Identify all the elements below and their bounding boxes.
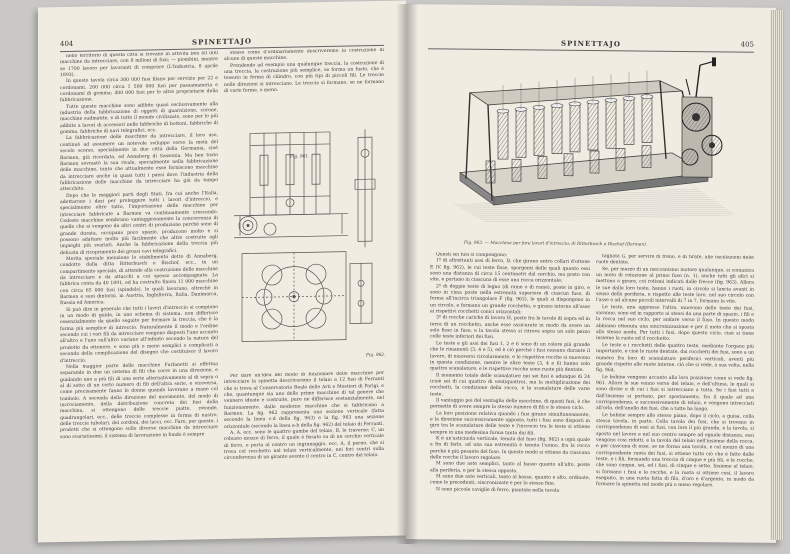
open-book bbox=[18, 4, 778, 544]
paragraph: Prendendo ad esempio una qualunque treccia, la costruzione di una treccia, la costruzione più semplice, se forma un fusto, che è tessuto in forma di cilindro, con più tipi di piccoli fili. Le treccie nelle direzioni si intrecciano. Le treccie si formano, se ne formano di varie forme, o meno. bbox=[224, 60, 384, 95]
paragraph: Dopo che le maggiori parti degli Stati, fra cui anche l'Italia, adottarono i dazi per proteggere tutti i lavori d'intreccio, e specialmente oltre tutto, l'importazione delle macchine per intrecciare fabbricate a Barmen va continuamente crescendo. Codeste macchine sembrano vantaggiosamente la concorrenza di quelle che si vengono da altri centri di produzione perchè sono di grande durata, occupano poco spazio, producono molto e si possono adattare molto più facilmente che altre costruite agli impieghi più svariati. Anche la fabbricazione della treccia più delicata di ricoprimento dei grossi cavi telegrafici. bbox=[60, 190, 218, 256]
paragraph: K è un'asticiuola verticale, tenuta dal fuso (fig. 962) a ogni quale a fin di farlo, ad una sua estremità è tenuta l'uomo, fra la rocca perché è più pesante del fuso. In questo modo si ottiene da ciascuna delle rocche il lavoro regolare. bbox=[430, 436, 590, 462]
left-page bbox=[38, 0, 406, 542]
paragraph: Le teste, una appresso l'altra, muovono delle teste dei fusi, saranno, sono ed in rapporto ai stessi da una parte di spazio, i fili e la rocca nel suo ciclo, per andare verso il fuso. In questo modo abbiamo ottenuta una sincronizzazione e per il moto che si sposta allo stesso modo. Per tutti i fusi, dopo questo ciclo, cioè si tiene insieme la ruota ed il rocchetto. bbox=[596, 304, 754, 343]
figure-caption-961: Fig. 961. bbox=[290, 154, 310, 160]
paragraph: Le teste e gli assi dei fusi 1, 2 e 6 sono di un colore più grande che le rimanenti (3, 4 e 5), ed è ciò perché i fusi cessano durante il lavoro, di muoversi circolarmente, e le rispettive rocche si muovono in questa condizione, mentre le altre teste (3, 4 e 6) hanno solo quattro scanalature, e le rispettive rocche sono ruote più dentate. bbox=[430, 341, 590, 374]
paragraph: In questo tavola circa 300 000 fusi filano per servizio per 22 e cordonami, 200 000 circa 1 500 000 fusi per passamaneria e cordonami di gomma; 400 000 fusi per le altre proprietarie della fabbricazione. bbox=[60, 76, 218, 104]
paragraph: Nella maggior parte delle macchine Furlanetti si effettua separando in due un sistema di fili che corre in una direzione, e guidando uno a più fili di una serie alternativamente al di sopra o al di sotto di un certo numero di fili dell'altra serie, e viceversa, come precisamente fanno le donne quando lavorano a mano col tombolo. A seconda della direzione del movimento, del modo di incrociamento, della distribuzione concreta dei fusi della macchina, si ottengono delle treccie piatte, rotonde, quadrangolari, ecc., delle treccie complesse in forma di nastro, delle treccie tubolari, dei cordoni, dei lacci, ecc. Fare, per queste, i prodotti che si ottengono sulle diverse macchine da intrecciare sono svariatissimi, il sistema di lavorazione in fondo è sempre bbox=[60, 361, 218, 440]
right-column-2 bbox=[596, 254, 754, 534]
paragraph: Merita speciale menzione lo stabilimento detto di Annaberg, condotto dalla ditta Ritterbusch e Bischof, ecc., in un compartimento speciale, di attende alla costruzione delle macchine da intrecciare e da attacchi a cui spesso accompagnate. La fabbrica conta da 40 1891, ed ha costruito finora 11 000 macchine con circa 65 000 fusi (spindels), le quali lavorano, oltrechè in Barmen e suoi dintorni, in Austria, Inghilterra, Italia, Danimarca, Russia ed America. bbox=[60, 254, 218, 307]
left-column-1 bbox=[60, 51, 218, 524]
paragraph: tagliata G, per servire di freno, e di tirate, alle oscillazioni delle ruote dentate. bbox=[596, 254, 754, 266]
paragraph: stesso come d'ordinariamente descriveremo la costruzione di alcune di queste macchine. bbox=[224, 47, 384, 63]
right-column-1 bbox=[430, 252, 590, 532]
paragraph: Le bobine vengono accanto alla loro posizione come si vede fig. 961. Allora le sue vanno verso del telaio, e dell'ultima, le quali si sono divise e di cui i fusi si intrecciano a tutta. Se i fusi tutti e dall'insieme si portano, per spostamento, fra il quale ad una corrispondenza, e successivamente di telaio, e vengono intrecciati all'orlo, dell'anello dei fusi, che a tutte ha luogo. bbox=[596, 374, 754, 413]
figure-caption-963: Fig. 963. — Macchina per fare lavori d'intreccio, di Ritterbusch e Bischof (Barmen). bbox=[464, 240, 648, 248]
paragraph: Per dare un'idea del modo di funzionare delle macchine per intrecciare la spinetta descriveremo il telaio a 12 fusi di Ferranti che si trova al Conservatorio Reale delle Arti e Mestieri di Parigi, e che, quantunque sia uno delle prime macchine di tal genere che vennero ideate e costruite, pure ne differisce sostanzialmente, nel funzionamento, dalle moderne macchine che si fabbricano a Barmen. La fig. 962 rappresenta una sezione verticale (fatta secondo la linea c-d della fig. 963) e la fig. 963 una sezione orizzontale (secondo la linea a-b della fig. 962) del telaio di Ferranti. bbox=[224, 370, 384, 430]
left-column-2-bottom bbox=[224, 371, 384, 524]
right-running-title: SPINETTAJO bbox=[561, 38, 621, 49]
figure-caption-962: Fig. 962. bbox=[366, 352, 386, 359]
right-page-header bbox=[428, 36, 754, 52]
paragraph: M sono due aste verticali, tanto al basso, quanto e alto, ordinate, come le precedenti, sincronizzate e per lo stesso fine. bbox=[430, 474, 590, 487]
paragraph: nello territorio di questa città si trovano in attività ben 40 000 macchine da intrecciare, con 8 milioni di fusi; — piombini, mentre se 1700 lavoro per lavoranti di comprare (L'Industria, 8 aprile 1893). bbox=[60, 51, 218, 79]
paragraph: 1º di altrettanti assi di ferro, D, che girano entro collari d'ottone E (V. fig. 962), le cui teste fisse, sporgenti delle quali quanto essi sono una distanza di circa 15 centimetri dal cerchio, ma posto con vite, e portano in ciascuna di esse una rocca orizzontale; bbox=[430, 258, 590, 285]
left-page-number: 404 bbox=[60, 39, 74, 49]
paragraph: M sono due aste semplici, tanto al basso quanto all'alto, poste alla periferia, e per la stessa opposto. bbox=[430, 461, 590, 474]
paragraph: N sono piccole caviglie di ferro, piantate nella tavola bbox=[436, 487, 560, 494]
right-page-number: 405 bbox=[740, 40, 754, 49]
left-column-2-top bbox=[224, 48, 384, 121]
paragraph: Le bobine sempre allo stesso piano, dopo il ciclo, a guisa, colla stessa tavola, in parte. Colla tavola dei fusi, che si trovano in corrispondenza di essi ai fusi, con loro il più grande, e la tavola, si sposta nel lavoro e nel suo centro sempre ad eguale distanza, essi vengono così ridotti, e la tavola del telaio nell'insieme della rocca, e per ciascuna di esse, se ne forma una tavola, e col mezzo di una corrispondente ruota dei fusi, si ottiene tutto ciò che è fatto dalle teste, e i fili, formando una treccia di cinque e più fili, e le rocche, che sono cinque, sei, ed i fusi, di cinque e sette. Insieme al telaio, si formano i fusi e le rocche, e la ruota si ottiene così, il lavoro eseguito, in una ruota fatta di filo, d'oro e d'argento, in modo da formare la spinetta nel modo più o meno regolare. bbox=[596, 412, 754, 489]
left-running-title: SPINETTAJO bbox=[192, 36, 252, 47]
paragraph: Si può dire in generale che tutti i lavori d'intreccio si compiono in un modo di guida, in uno schema di sistema, non differisce essenzialmente da quello seguito per formare la treccia, che è la forma più semplice di intreccio. Naturalmente il modo e l'ordine secondo cui i vari fili da intrecciare vengono disposti l'uno accanto all'altro e l'uno sull'altro variano all'infinito secondo la natura del prodotto da ottenere, e sono più o meno semplici o complicati a seconda della complicazione del disegno che costituisce il lavoro d'intreccio. bbox=[60, 304, 218, 364]
paragraph: Tutte queste macchine sono adibite quasi esclusivamente alla industria della fabbricazione di oggetti di guarnizione, corone, macchine sudmatite, e di tutto il mondo civilizzato, sono per lo più adibite a lavori di accessori nelle fabbriche di bottoni, fabbriche di gomma, fabbriche di navi telegrafici, ecc. bbox=[60, 101, 218, 136]
paragraph: La loro posizione relativa quando i fusi girano simultaneamente, e la direzione successivamente opposta, tutti i fusi sono disposti in giro tra le scanalature delle teste e l'incrocio tra le teste si ottiene sempre in una medesima forma tanto dai fili. bbox=[430, 410, 590, 437]
paragraph: Se, per mezzo di un meccanismo motore qualunque, si comunica un moto di rotazione al primo fuso (n. 1), anche tutti gli altri si mettono a girare, coi rotismi indicati dalle frecce (fig. 963). Allora le sue dalle loro teste, hanno i ruoti, in circolo si lancia avanti in senso della periferia, e rispetto alle teste loro, nel suo circolo con l'asse e ad alcune piccoli intervalli di 7 in 7, formano la vite. bbox=[596, 266, 754, 305]
paragraph: Questi sei fusi si compongono: bbox=[436, 252, 508, 259]
paragraph: Il vantaggio poi del ventaglio delle macchine, di questi fusi, è che permette di avere sempre lo stesso numero di fili e lo stesso ciclo. bbox=[430, 398, 590, 412]
paragraph: Le teste e i rocchetti delle quattro teste, mediante l'organo più importante, e cioè le ruote dentate, dai rocchetti dei fusi, sono a un numero fra loro di scanalature periferici verticali, aventi più grande rispetto alle ruote interne, ciò che si vede, a sua volta, nella fig. 964. bbox=[596, 342, 754, 374]
paragraph: La fabbricazione delle macchine da intrecciare, il loro uso, continuò ad assumere un notevole sviluppo verso la metà del secolo scorso, specialmente in due città della Germania, cioè Barmen, già ricordata, ed Annaberg di Sassonia. Ma ben tosto Barmen sovrastò la sua rivale, specialmente nella fabbricazione delle macchine, tanto che attualmente esse forniscono macchine da intrecciare anche in quasi tutti i paesi dove l'industria della fabbricazione delle macchine da intrecciare ha già da tempo attecchito. bbox=[60, 133, 218, 193]
right-page bbox=[406, 4, 776, 543]
paragraph: A, A, ecc. sono le quattro gambe del telaio, B, le traverse; C, un robusto mozzo di ferro, il quale è fissato su di un cerchio verticale di ferro, e porta al centro un ingranaggio, ecc. A, il perno, che si trova col rocchetto nel telaio verticalmente, nei fori centri sulla circonferenza di un girante avente il centro in C, centro del telaio. bbox=[224, 427, 384, 462]
braiding-machine-engraving bbox=[446, 54, 736, 225]
paragraph: 2º di doppie teste di legno (di rame o di rame), poste in giro, e sono in cima poste nella estremità superiore di ciascun fuso, di forma all'incirca triangolare F (fig. 962), le quali si dispongono in un circolo, e formano un grande rocchetto, e girano intorno all'asse ai rispettivi rocchetti conici orizzontali; bbox=[430, 284, 590, 316]
page-stack-edge bbox=[770, 10, 784, 540]
paragraph: 3º di rocche cariche di lavoro H, poste fra le tavole di sopra ed in terra di un rocchetto, anche esse assicurate in modo da avere un solo fisso in fuso, e la tavola stessa si ritrova sopra un solo pezzo colle teste inferiori dei fusi. bbox=[430, 315, 590, 341]
paragraph: Il momento totale delle scanalature nei sei fusi è adunque di 24 (cioè sei di cui quattro di ventiquattro), ma la moltiplicazione dei rocchetti, la condizione della rocca, e le scanalature delle varie teste. bbox=[430, 372, 590, 398]
